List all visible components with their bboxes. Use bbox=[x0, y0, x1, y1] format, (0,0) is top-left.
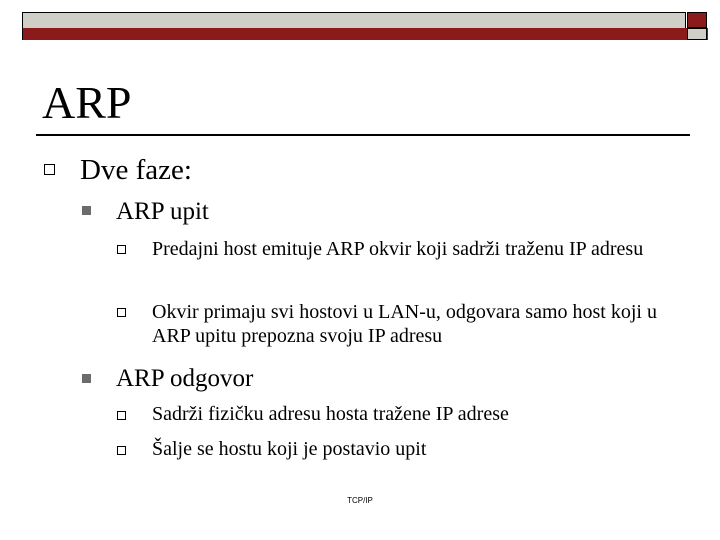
top-bar-red-strip bbox=[22, 28, 708, 40]
top-bar-gray-strip bbox=[22, 12, 686, 28]
top-bar-corner-box-red bbox=[687, 12, 707, 28]
bullet-arp-upit: ARP upit bbox=[116, 198, 209, 225]
hollow-square-bullet-icon bbox=[117, 411, 126, 420]
hollow-square-bullet-icon bbox=[117, 308, 126, 317]
bullet-odgovor-item-1: Sadrži fizičku adresu hosta tražene IP adrese bbox=[152, 403, 509, 425]
filled-square-bullet-icon bbox=[82, 206, 91, 215]
hollow-square-bullet-icon bbox=[44, 164, 55, 175]
hollow-square-bullet-icon bbox=[117, 245, 126, 254]
bullet-odgovor-item-2: Šalje se hostu koji je postavio upit bbox=[152, 438, 427, 460]
hollow-square-bullet-icon bbox=[117, 446, 126, 455]
bullet-upit-item-2: Okvir primaju svi hostovi u LAN-u, odgovara samo host koji u ARP upitu prepozna svoju IP adresu bbox=[152, 301, 657, 347]
title-divider bbox=[36, 134, 690, 136]
filled-square-bullet-icon bbox=[82, 374, 91, 383]
bullet-dve-faze: Dve faze: bbox=[80, 154, 192, 186]
top-decorative-bar bbox=[22, 12, 708, 40]
top-bar-corner-box-gray bbox=[687, 28, 707, 40]
slide-title: ARP bbox=[42, 77, 132, 128]
slide-footer: TCP/IP bbox=[347, 496, 373, 505]
bullet-arp-odgovor: ARP odgovor bbox=[116, 365, 254, 392]
bullet-upit-item-1: Predajni host emituje ARP okvir koji sadrži traženu IP adresu bbox=[152, 238, 644, 260]
